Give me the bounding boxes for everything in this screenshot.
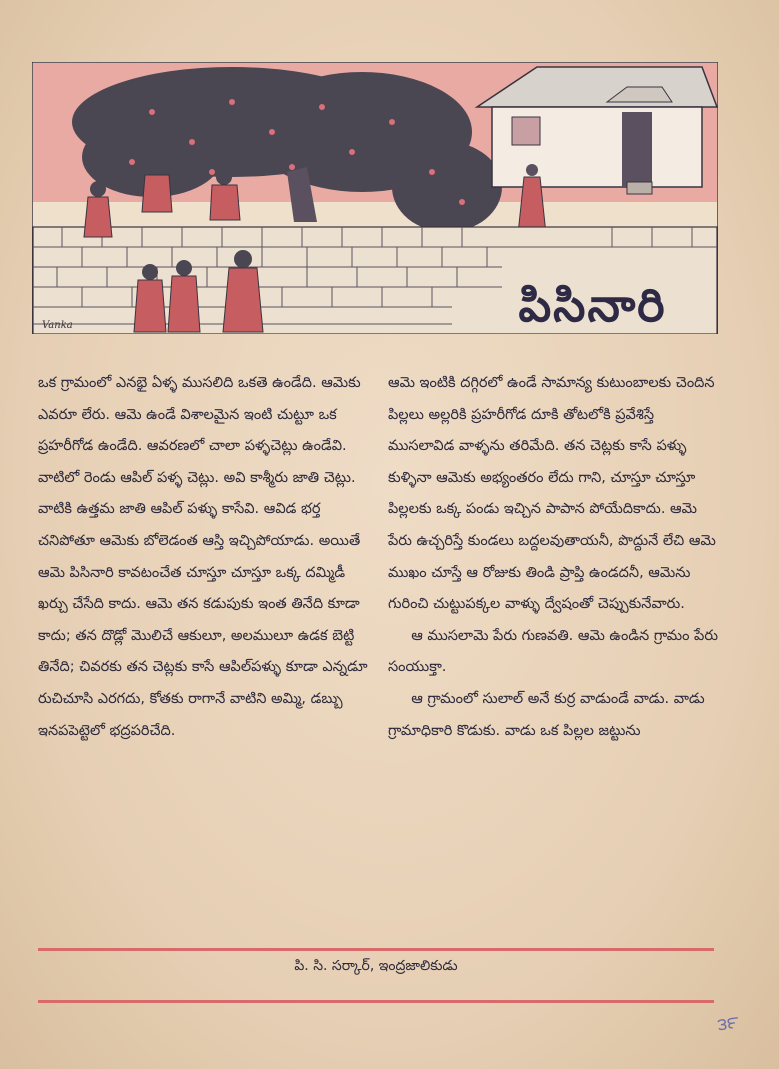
author-credit: పి. సి. సర్కార్, ఇంద్రజాలికుడు — [294, 958, 458, 974]
right-column — [388, 368, 718, 747]
illustrator-signature: Vanka — [42, 320, 73, 331]
left-column — [38, 368, 368, 747]
house — [477, 67, 717, 194]
paragraph: ఆ ముసలామె పేరు గుణవతి. ఆమె ఉండిన గ్రామం పేరు సంయుక్తా. — [388, 627, 718, 676]
paragraph: ఆ గ్రామంలో సులాల్ అనే కుర్ర వాడుండే వాడు. వాడు గ్రామాధికారి కొడుకు. వాడు ఒక పిల్లల జట్టును — [388, 690, 705, 739]
bottom-divider — [38, 1000, 714, 1003]
paragraph: ఒక గ్రామంలో ఎనభై ఏళ్ళ ముసలిది ఒకతె ఉండేది. ఆమెకు ఎవరూ లేరు. ఆమె ఉండే విశాలమైన ఇంటి చుట్టూ ఒక ప్రహరీగోడ ఉండేది. ఆవరణలో చాలా పళ్ళచెట్లు ఉండేవి. వాటిలో రెండు ఆపిల్ పళ్ళ చెట్లు. అవి కాశ్మీరు జాతి చెట్లు. వాటికి ఉత్తమ జాతి ఆపిల్ పళ్ళు కాసేవి. ఆవిడ భర్త చనిపోతూ ఆమెకు బోలెడంత ఆస్తి ఇచ్చిపోయాడు. అయితే ఆమె పిసినారి కావటంచేత చూస్తూ చూస్తూ ఒక్క దమ్మిడీ ఖర్చు చేసేది కాదు. ఆమె తన కడుపుకు ఇంత తినేది కూడా కాదు; తన దొడ్లో మొలిచే ఆకులూ, అలములూ ఉడక బెట్టి తినేది; చివరకు తన చెట్లకు కాసే ఆపిల్‌పళ్ళు కూడా ఎన్నడూ రుచిచూసి ఎరగదు, కోతకు రాగానే వాటిని అమ్మి, డబ్బు ఇనపపెట్టెలో భద్రపరిచేది. — [38, 375, 368, 739]
page-number: ౩౯ — [716, 1012, 741, 1036]
top-divider — [38, 948, 714, 951]
paragraph: ఆమె ఇంటికి దగ్గిరలో ఉండే సామాన్య కుటుంబాలకు చెందిన పిల్లలు అల్లరికి ప్రహరీగోడ దూకి తోటలోకి ప్రవేశిస్తే ముసలావిడ వాళ్ళను తరిమేది. తన చెట్లకు కాసే పళ్ళు కుళ్ళినా ఆమెకు అభ్యంతరం లేదు గాని, చూస్తూ చూస్తూ పిల్లలకు ఒక్క పండు ఇచ్చిన పాపాన పోయేదికాదు. ఆమె పేరు ఉచ్చరిస్తే కుండలు బద్దలవుతాయనీ, పొద్దునే లేచి ఆమె ముఖం చూస్తే ఆ రోజుకు తిండి ప్రాప్తి ఉండదనీ, ఆమెను గురించి చుట్టుపక్కల వాళ్ళు ద్వేషంతో చెప్పుకునేవారు. — [388, 375, 716, 613]
story-title: పిసినారి — [518, 278, 667, 332]
